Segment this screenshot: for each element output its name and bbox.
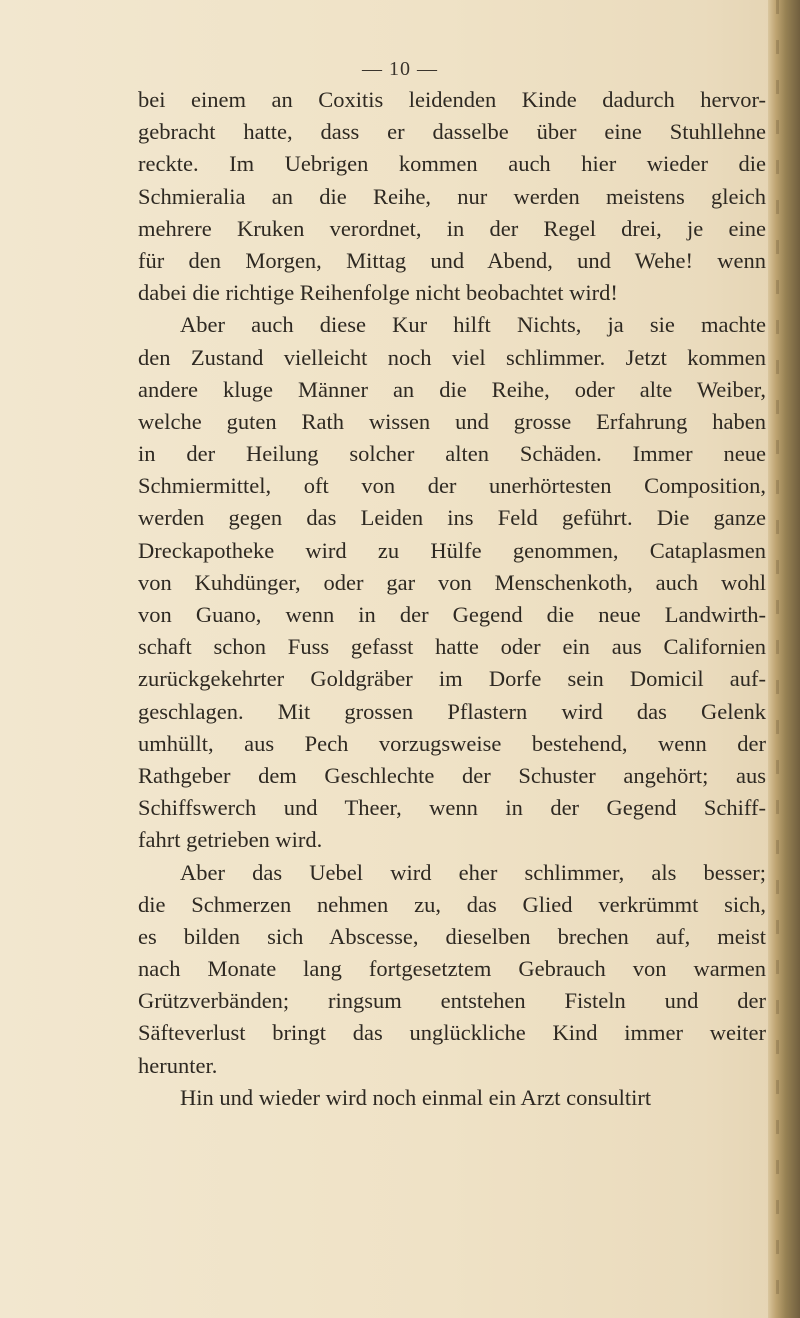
text-line: die Schmerzen nehmen zu, das Glied verkrümmt sich,	[138, 891, 766, 917]
paragraph-start-line: Hin und wieder wird noch einmal ein Arzt consultirt	[180, 1084, 652, 1110]
text-line: in der Heilung solcher alten Schäden. Immer neue	[138, 441, 766, 467]
text-line: dabei die richtige Reihenfolge nicht beobachtet wird!	[138, 280, 618, 306]
text-line: zurückgekehrter Goldgräber im Dorfe sein Domicil auf-	[138, 666, 766, 692]
text-line: Rathgeber dem Geschlechte der Schuster angehört; aus	[138, 762, 766, 788]
text-line: herunter.	[138, 1052, 218, 1078]
paragraph-start-line: Aber das Uebel wird eher schlimmer, als besser;	[180, 859, 766, 885]
text-line: reckte. Im Uebrigen kommen auch hier wieder die	[138, 151, 766, 177]
text-line: nach Monate lang fortgesetztem Gebrauch von warmen	[138, 956, 766, 982]
text-line: es bilden sich Abscesse, dieselben brechen auf, meist	[138, 923, 766, 949]
text-line: Dreckapotheke wird zu Hülfe genommen, Cataplasmen	[138, 537, 766, 563]
text-line: Schiffswerch und Theer, wenn in der Gegend Schiff-	[138, 795, 766, 821]
body-text	[138, 84, 766, 1114]
text-line: umhüllt, aus Pech vorzugsweise bestehend, wenn der	[138, 730, 766, 756]
page-number: — 10 —	[362, 58, 438, 80]
text-line: Schmiermittel, oft von der unerhörtesten Composition,	[138, 473, 766, 499]
text-line: mehrere Kruken verordnet, in der Regel drei, je eine	[138, 215, 766, 241]
text-line: für den Morgen, Mittag und Abend, und Wehe! wenn	[138, 247, 766, 273]
text-line: fahrt getrieben wird.	[138, 827, 323, 853]
text-line: den Zustand vielleicht noch viel schlimmer. Jetzt kommen	[138, 344, 766, 370]
text-line: andere kluge Männer an die Reihe, oder alte Weiber,	[138, 376, 766, 402]
text-line: Grützverbänden; ringsum entstehen Fisteln und der	[138, 988, 766, 1014]
text-line: von Guano, wenn in der Gegend die neue Landwirth-	[138, 602, 766, 627]
text-line: schaft schon Fuss gefasst hatte oder ein aus Californien	[138, 634, 766, 660]
page-binding-edge	[768, 0, 800, 1318]
text-line: werden gegen das Leiden ins Feld geführt. Die ganze	[138, 505, 766, 531]
text-line: von Kuhdünger, oder gar von Menschenkoth, auch wohl	[138, 569, 766, 595]
text-line: Schmieralia an die Reihe, nur werden meistens gleich	[138, 183, 766, 209]
text-line: bei einem an Coxitis leidenden Kinde dadurch hervor-	[138, 87, 766, 112]
text-line: welche guten Rath wissen und grosse Erfahrung haben	[138, 408, 766, 434]
text-line: gebracht hatte, dass er dasselbe über eine Stuhllehne	[138, 119, 766, 145]
paragraph-start-line: Aber auch diese Kur hilft Nichts, ja sie machte	[180, 312, 766, 338]
text-line: Säfteverlust bringt das unglückliche Kind immer weiter	[138, 1020, 766, 1046]
text-line: geschlagen. Mit grossen Pflastern wird das Gelenk	[138, 698, 766, 724]
